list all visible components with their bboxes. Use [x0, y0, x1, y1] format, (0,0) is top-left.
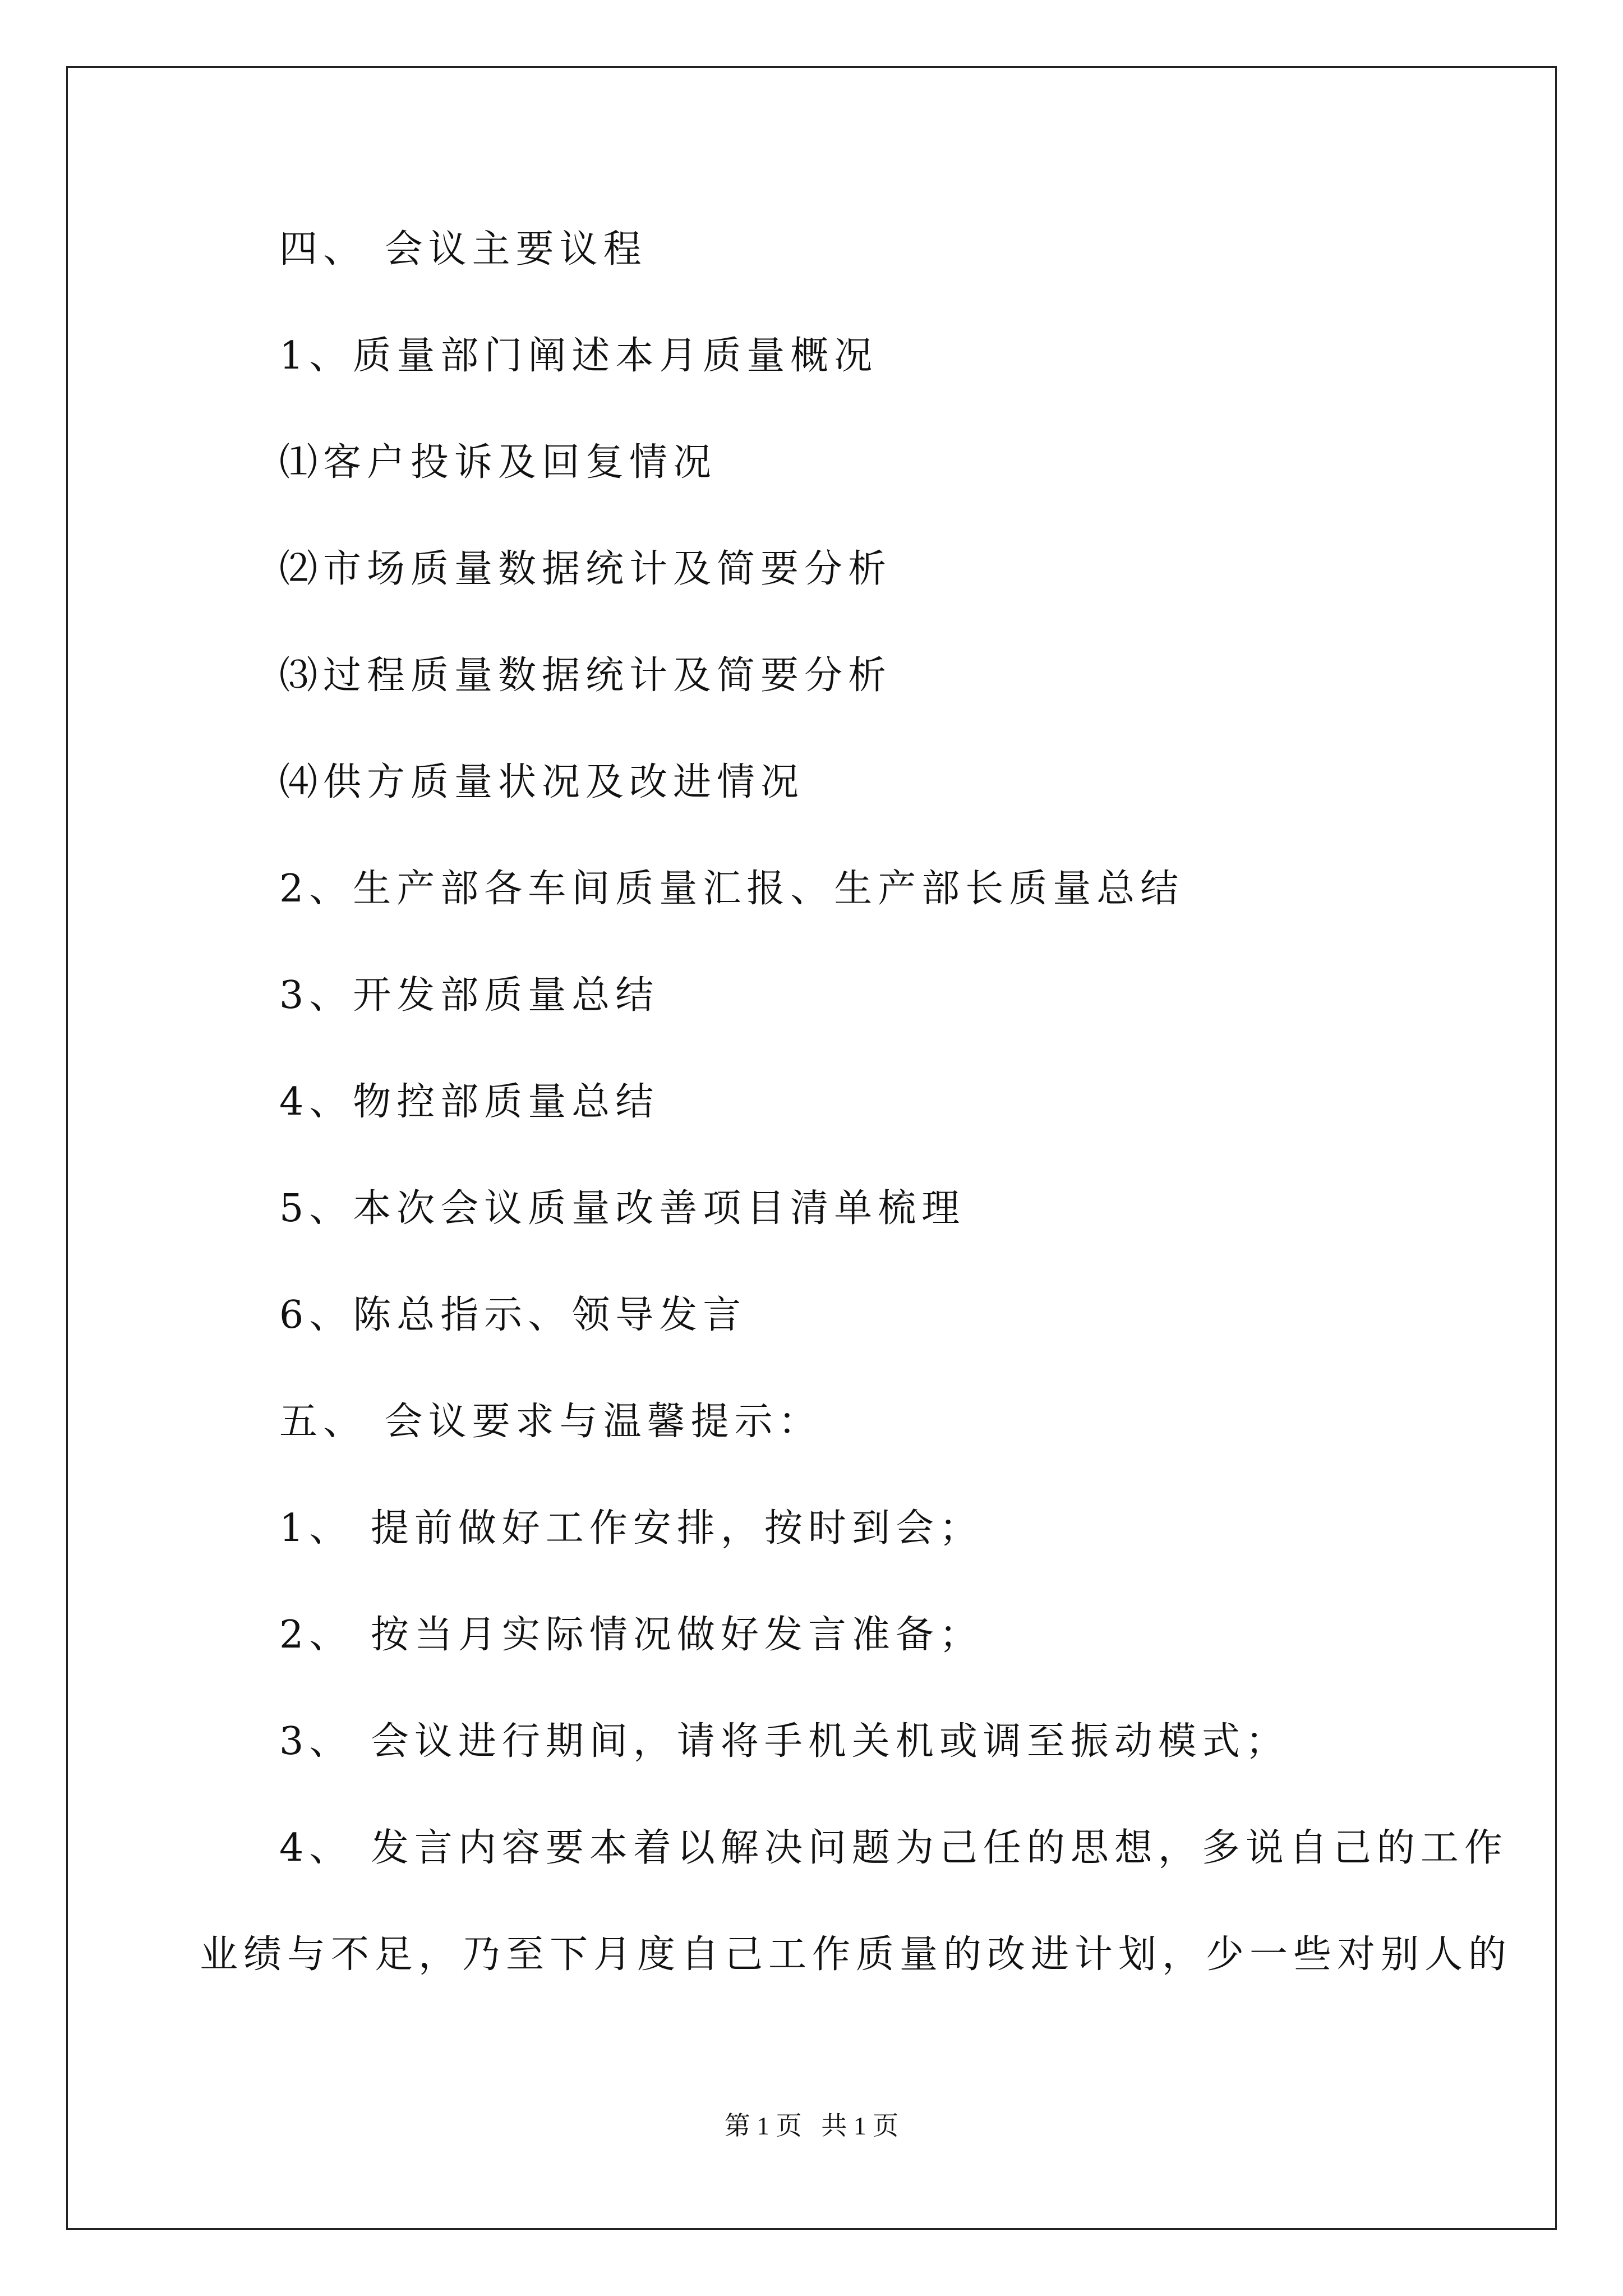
requirement-item-3: 3、 会议进行期间，请将手机关机或调至振动模式； — [279, 1719, 1289, 1764]
agenda-subitem-1: ⑴客户投诉及回复情况 — [279, 440, 717, 485]
page-number-footer: 第 1 页 共 1 页 — [724, 2111, 899, 2140]
requirement-item-4-continued: 业绩与不足，乃至下月度自己工作质量的改进计划，少一些对别人的 — [200, 1932, 1513, 1977]
agenda-subitem-3: ⑶过程质量数据统计及简要分析 — [279, 654, 892, 698]
agenda-subitem-2: ⑵市场质量数据统计及简要分析 — [279, 547, 892, 591]
agenda-subitem-4: ⑷供方质量状况及改进情况 — [279, 760, 805, 804]
page-border — [66, 66, 1557, 2230]
agenda-item-3: 3、开发部质量总结 — [279, 973, 660, 1018]
agenda-item-6: 6、陈总指示、领导发言 — [279, 1293, 747, 1337]
agenda-item-5: 5、本次会议质量改善项目清单梳理 — [279, 1186, 966, 1231]
requirement-item-1: 1、 提前做好工作安排，按时到会； — [279, 1506, 983, 1550]
requirement-item-2: 2、 按当月实际情况做好发言准备； — [279, 1613, 983, 1657]
section-heading-agenda: 四、 会议主要议程 — [279, 227, 647, 272]
section-heading-requirements: 五、 会议要求与温馨提示： — [279, 1400, 822, 1444]
agenda-item-1: 1、质量部门阐述本月质量概况 — [279, 334, 878, 378]
agenda-item-2: 2、生产部各车间质量汇报、生产部长质量总结 — [279, 867, 1184, 911]
requirement-item-4: 4、 发言内容要本着以解决问题为己任的思想，多说自己的工作 — [279, 1826, 1508, 1870]
agenda-item-4: 4、物控部质量总结 — [279, 1080, 660, 1124]
